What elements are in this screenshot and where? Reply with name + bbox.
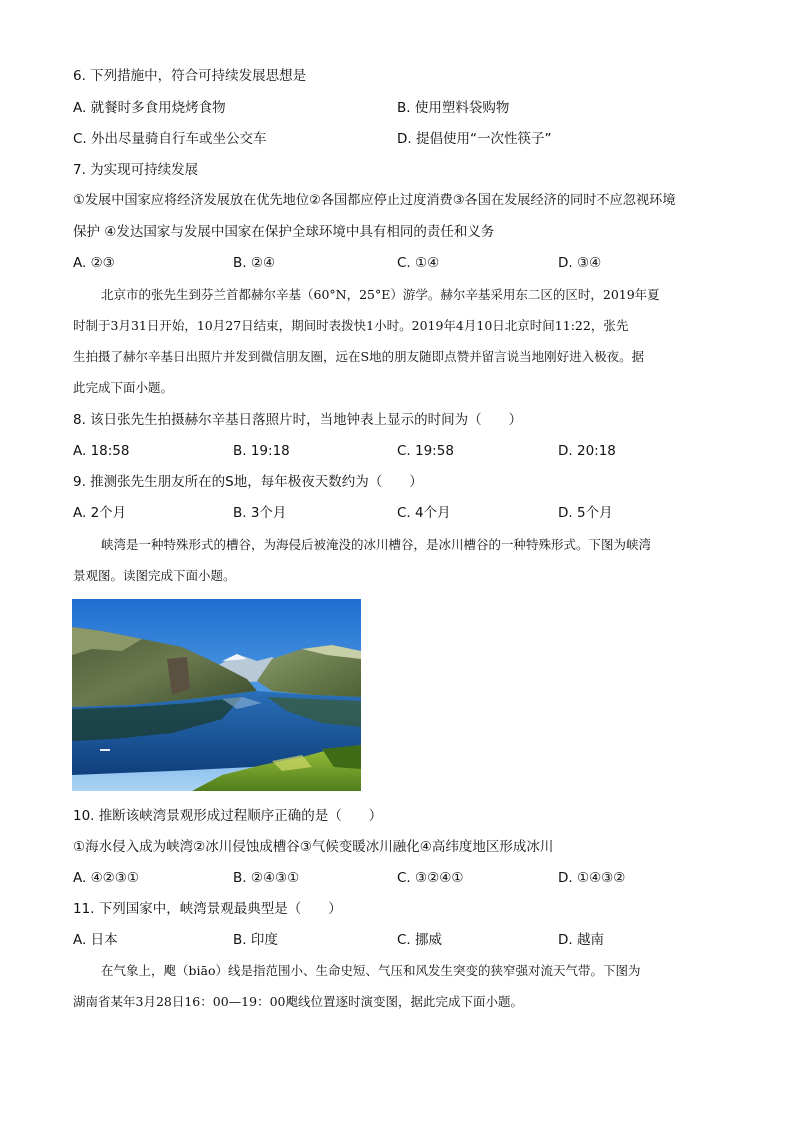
passage1-line-2: 时制于3月31日开始，10月27日结束，期间时表拨快1小时。2019年4月10日北京时间11:22，张先	[73, 318, 629, 333]
passage3-line-2: 湖南省某年3月28日16：00—19：00飑线位置逐时演变图，据此完成下面小题。	[73, 994, 523, 1009]
q6-option-c: C. 外出尽量骑自行车或坐公交车	[73, 131, 267, 147]
q11-option-d: D. 越南	[558, 932, 604, 948]
q7-option-b: B. ②④	[233, 255, 276, 271]
q10-option-a: A. ④②③①	[73, 870, 139, 886]
q9-option-c: C. 4个月	[397, 505, 451, 521]
q10-option-d: D. ①④③②	[558, 870, 626, 886]
fjord-landscape-photo	[72, 599, 361, 791]
q9-option-b: B. 3个月	[233, 505, 287, 521]
q10-statement-line-1: ①海水侵入成为峡湾②冰川侵蚀成槽谷③气候变暖冰川融化④高纬度地区形成冰川	[73, 839, 554, 855]
passage2-line-2: 景观图。读图完成下面小题。	[73, 568, 236, 583]
passage1-line-4: 此完成下面小题。	[73, 380, 174, 395]
q8-option-a: A. 18:58	[73, 443, 130, 459]
q11-option-a: A. 日本	[73, 932, 118, 948]
q6-option-a: A. 就餐时多食用烧烤食物	[73, 100, 226, 116]
q7-option-d: D. ③④	[558, 255, 602, 271]
q6-stem: 6. 下列措施中，符合可持续发展思想是	[73, 68, 307, 84]
q11-option-c: C. 挪威	[397, 932, 443, 948]
q8-option-b: B. 19:18	[233, 443, 290, 459]
q7-statement-line-1: ①发展中国家应将经济发展放在优先地位②各国都应停止过度消费③各国在发展经济的同时不应忽视环境	[73, 193, 676, 208]
q7-option-a: A. ②③	[73, 255, 115, 271]
q8-option-c: C. 19:58	[397, 443, 454, 459]
passage2-line-1: 峡湾是一种特殊形式的槽谷，为海侵后被淹没的冰川槽谷，是冰川槽谷的一种特殊形式。下图为峡湾	[101, 537, 652, 552]
q10-option-c: C. ③②④①	[397, 870, 464, 886]
q6-option-b: B. 使用塑料袋购物	[397, 100, 510, 116]
passage3-line-1: 在气象上，飑（biāo）线是指范围小、生命史短、气压和风发生突变的狭窄强对流天气带。下图为	[101, 963, 641, 978]
passage1-line-3: 生拍摄了赫尔辛基日出照片并发到微信朋友圈，远在S地的朋友随即点赞并留言说当地刚好进入极夜。据	[73, 349, 645, 364]
passage1-line-1: 北京市的张先生到芬兰首都赫尔辛基（60°N，25°E）游学。赫尔辛基采用东二区的区时，2019年夏	[101, 287, 660, 302]
q7-option-c: C. ①④	[397, 255, 440, 271]
q11-option-b: B. 印度	[233, 932, 278, 948]
q10-option-b: B. ②④③①	[233, 870, 300, 886]
q9-option-d: D. 5个月	[558, 505, 613, 521]
q7-stem: 7. 为实现可持续发展	[73, 162, 199, 178]
q9-stem: 9. 推测张先生朋友所在的S地，每年极夜天数约为（ ）	[73, 474, 423, 490]
q7-statement-line-2: 保护 ④发达国家与发展中国家在保护全球环境中具有相同的责任和义务	[73, 224, 495, 240]
q10-stem: 10. 推断该峡湾景观形成过程顺序正确的是（ ）	[73, 808, 383, 824]
q8-option-d: D. 20:18	[558, 443, 616, 459]
q6-option-d: D. 提倡使用“一次性筷子”	[397, 131, 552, 147]
q8-stem: 8. 该日张先生拍摄赫尔辛基日落照片时，当地钟表上显示的时间为（ ）	[73, 412, 523, 428]
q11-stem: 11. 下列国家中，峡湾景观最典型是（ ）	[73, 901, 342, 917]
q9-option-a: A. 2个月	[73, 505, 127, 521]
